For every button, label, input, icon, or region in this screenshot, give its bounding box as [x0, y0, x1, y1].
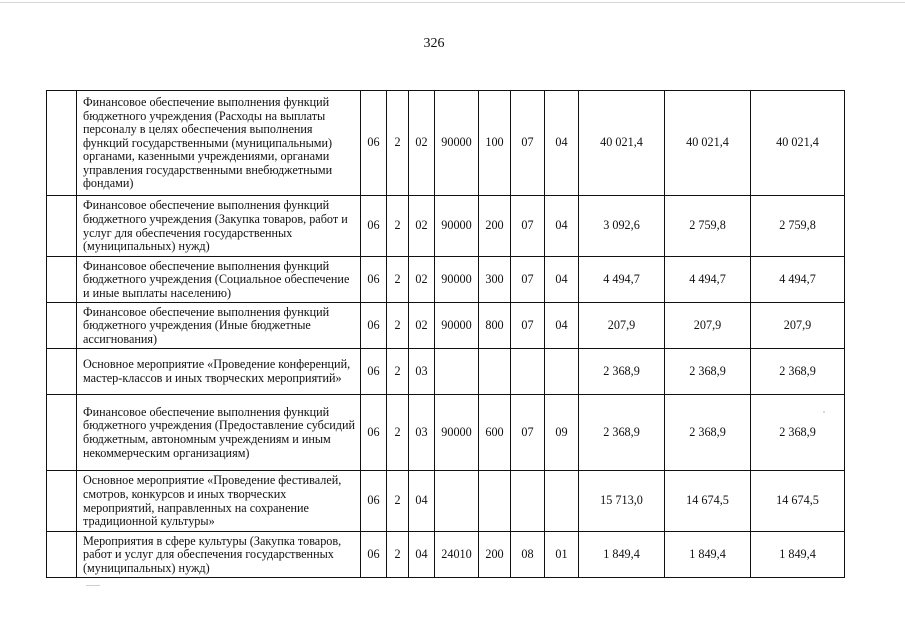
amount-year-3-cell: 40 021,4 [751, 91, 845, 196]
table-row [47, 471, 845, 532]
amount-year-3-cell: 2 368,9 [751, 349, 845, 395]
subsection-code-cell: 04 [545, 303, 579, 349]
item-name-cell: Финансовое обеспечение выполнения функций бюджетного учреждения (Иные бюджетные ассигнования) [77, 303, 361, 349]
row-number-cell [47, 196, 77, 257]
row-number-cell [47, 303, 77, 349]
section-code-cell: 07 [511, 303, 545, 349]
table-row [47, 257, 845, 303]
row-number-cell [47, 91, 77, 196]
subprogram-code-cell: 2 [387, 471, 409, 532]
item-name-cell: Основное мероприятие «Проведение конференций, мастер-классов и иных творческих мероприятий» [77, 349, 361, 395]
measure-code-cell: 02 [409, 91, 435, 196]
amount-year-2-cell: 1 849,4 [665, 532, 751, 578]
scan-artifact [823, 411, 825, 413]
amount-year-2-cell: 14 674,5 [665, 471, 751, 532]
amount-year-1-cell: 4 494,7 [579, 257, 665, 303]
budget-table [46, 90, 845, 578]
subprogram-code-cell: 2 [387, 91, 409, 196]
amount-year-1-cell: 40 021,4 [579, 91, 665, 196]
section-code-cell: 07 [511, 196, 545, 257]
amount-year-1-cell: 3 092,6 [579, 196, 665, 257]
expense-type-cell: 600 [479, 395, 511, 471]
expense-type-cell: 200 [479, 196, 511, 257]
amount-year-2-cell: 2 368,9 [665, 395, 751, 471]
program-code-cell: 06 [361, 532, 387, 578]
table-row [47, 349, 845, 395]
amount-year-1-cell: 1 849,4 [579, 532, 665, 578]
section-code-cell: 07 [511, 395, 545, 471]
direction-code-cell: 24010 [435, 532, 479, 578]
program-code-cell: 06 [361, 91, 387, 196]
measure-code-cell: 04 [409, 532, 435, 578]
program-code-cell: 06 [361, 349, 387, 395]
amount-year-3-cell: 14 674,5 [751, 471, 845, 532]
direction-code-cell: 90000 [435, 303, 479, 349]
program-code-cell: 06 [361, 257, 387, 303]
subsection-code-cell: 01 [545, 532, 579, 578]
expense-type-cell: 800 [479, 303, 511, 349]
table-row [47, 196, 845, 257]
amount-year-2-cell: 2 368,9 [665, 349, 751, 395]
subsection-code-cell: 04 [545, 196, 579, 257]
direction-code-cell [435, 349, 479, 395]
table-row [47, 395, 845, 471]
amount-year-2-cell: 2 759,8 [665, 196, 751, 257]
amount-year-1-cell: 2 368,9 [579, 395, 665, 471]
program-code-cell: 06 [361, 196, 387, 257]
expense-type-cell [479, 349, 511, 395]
row-number-cell [47, 257, 77, 303]
measure-code-cell: 02 [409, 303, 435, 349]
amount-year-3-cell: 207,9 [751, 303, 845, 349]
subprogram-code-cell: 2 [387, 395, 409, 471]
subprogram-code-cell: 2 [387, 349, 409, 395]
section-code-cell: 07 [511, 91, 545, 196]
amount-year-3-cell: 2 368,9 [751, 395, 845, 471]
amount-year-1-cell: 207,9 [579, 303, 665, 349]
subprogram-code-cell: 2 [387, 257, 409, 303]
direction-code-cell: 90000 [435, 196, 479, 257]
subprogram-code-cell: 2 [387, 303, 409, 349]
section-code-cell [511, 471, 545, 532]
subprogram-code-cell: 2 [387, 196, 409, 257]
amount-year-1-cell: 2 368,9 [579, 349, 665, 395]
section-code-cell [511, 349, 545, 395]
section-code-cell: 08 [511, 532, 545, 578]
table-row [47, 91, 845, 196]
amount-year-2-cell: 207,9 [665, 303, 751, 349]
row-number-cell [47, 471, 77, 532]
amount-year-2-cell: 4 494,7 [665, 257, 751, 303]
row-number-cell [47, 395, 77, 471]
item-name-cell: Мероприятия в сфере культуры (Закупка товаров, работ и услуг для обеспечения государственных (муниципальных) нужд) [77, 532, 361, 578]
subsection-code-cell: 09 [545, 395, 579, 471]
amount-year-2-cell: 40 021,4 [665, 91, 751, 196]
subsection-code-cell: 04 [545, 257, 579, 303]
amount-year-3-cell: 4 494,7 [751, 257, 845, 303]
program-code-cell: 06 [361, 471, 387, 532]
scan-artifact [86, 585, 100, 586]
subsection-code-cell [545, 471, 579, 532]
item-name-cell: Финансовое обеспечение выполнения функций бюджетного учреждения (Предоставление субсидий бюджетным, автономным учреждениям и иным некоммерческим организациям) [77, 395, 361, 471]
section-code-cell: 07 [511, 257, 545, 303]
subsection-code-cell: 04 [545, 91, 579, 196]
direction-code-cell: 90000 [435, 257, 479, 303]
expense-type-cell: 300 [479, 257, 511, 303]
direction-code-cell: 90000 [435, 91, 479, 196]
scan-top-edge [0, 2, 905, 3]
direction-code-cell: 90000 [435, 395, 479, 471]
item-name-cell: Основное мероприятие «Проведение фестивалей, смотров, конкурсов и иных творческих мероприятий, направленных на сохранение традиционной культуры» [77, 471, 361, 532]
measure-code-cell: 03 [409, 349, 435, 395]
row-number-cell [47, 349, 77, 395]
table-row [47, 532, 845, 578]
direction-code-cell [435, 471, 479, 532]
item-name-cell: Финансовое обеспечение выполнения функций бюджетного учреждения (Социальное обеспечение и иные выплаты населению) [77, 257, 361, 303]
measure-code-cell: 02 [409, 196, 435, 257]
amount-year-3-cell: 1 849,4 [751, 532, 845, 578]
program-code-cell: 06 [361, 303, 387, 349]
expense-type-cell: 200 [479, 532, 511, 578]
expense-type-cell: 100 [479, 91, 511, 196]
subprogram-code-cell: 2 [387, 532, 409, 578]
measure-code-cell: 04 [409, 471, 435, 532]
subsection-code-cell [545, 349, 579, 395]
measure-code-cell: 02 [409, 257, 435, 303]
measure-code-cell: 03 [409, 395, 435, 471]
amount-year-3-cell: 2 759,8 [751, 196, 845, 257]
item-name-cell: Финансовое обеспечение выполнения функций бюджетного учреждения (Закупка товаров, работ и услуг для обеспечения государственных (муниципальных) нужд) [77, 196, 361, 257]
page-number: 326 [423, 36, 445, 51]
expense-type-cell [479, 471, 511, 532]
item-name-cell: Финансовое обеспечение выполнения функций бюджетного учреждения (Расходы на выплаты персоналу в целях обеспечения выполнения функций государственными (муниципальными) органами, казенными учреждениями, органами управления государственными внебюджетными фондами) [77, 91, 361, 196]
amount-year-1-cell: 15 713,0 [579, 471, 665, 532]
row-number-cell [47, 532, 77, 578]
table-row [47, 303, 845, 349]
program-code-cell: 06 [361, 395, 387, 471]
